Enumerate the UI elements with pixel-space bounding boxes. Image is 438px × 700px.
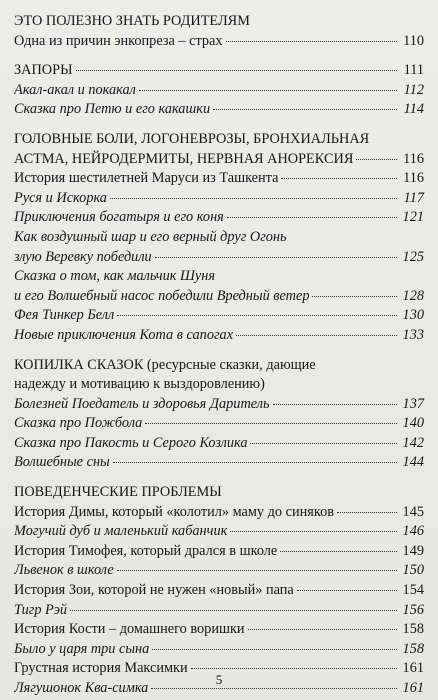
section-heading-title: ЗАПОРЫ <box>14 62 73 79</box>
toc-entry-page: 110 <box>403 32 424 49</box>
toc-entry-page: 146 <box>402 523 424 540</box>
toc-entry <box>14 640 424 660</box>
dot-leader <box>76 70 397 71</box>
toc-entry <box>14 100 424 120</box>
section-heading <box>14 356 424 376</box>
section-heading-page: 111 <box>403 62 424 79</box>
section-heading-text: ГОЛОВНЫЕ БОЛИ, ЛОГОНЕВРОЗЫ, БРОНХИАЛЬНАЯ <box>14 130 370 147</box>
toc-entry <box>14 306 424 326</box>
toc-entry-page: 137 <box>402 395 424 412</box>
toc-entry-page: 154 <box>402 582 424 599</box>
dot-leader <box>281 178 397 179</box>
toc-entry-page: 156 <box>402 601 424 618</box>
section-heading-title: ПОВЕДЕНЧЕСКИЕ ПРОБЛЕМЫ <box>14 484 222 501</box>
toc-entry <box>14 601 424 621</box>
toc-section <box>14 12 424 51</box>
toc-entry <box>14 169 424 189</box>
toc-entry-page: 117 <box>403 189 424 206</box>
toc-entry-page: 144 <box>402 454 424 471</box>
toc-entry-page: 161 <box>402 660 424 677</box>
toc-entry-title: Руся и Искорка <box>14 189 107 206</box>
toc-entry-page: 112 <box>403 81 424 98</box>
section-heading-text: КОПИЛКА СКАЗОК (ресурсные сказки, дающие <box>14 356 316 373</box>
dot-leader <box>110 198 397 199</box>
dot-leader <box>117 570 397 571</box>
dot-leader <box>356 159 397 160</box>
toc-entry-title: История Кости – домашнего воришки <box>14 621 245 638</box>
dot-leader <box>151 688 397 689</box>
dot-leader <box>139 90 397 91</box>
toc-entry-title: Новые приключения Кота в сапогах <box>14 326 234 343</box>
toc-entry-page: 142 <box>402 434 424 451</box>
toc-entry-page: 125 <box>402 248 424 265</box>
toc-entry-page: 145 <box>402 503 424 520</box>
table-of-contents <box>14 12 424 699</box>
toc-entry-title: Грустная история Максимки <box>14 660 188 677</box>
toc-section <box>14 130 424 346</box>
toc-entry-title: История Тимофея, который дрался в школе <box>14 542 278 559</box>
toc-entry <box>14 32 424 52</box>
toc-entry <box>14 248 424 268</box>
dot-leader <box>248 629 397 630</box>
section-heading <box>14 61 424 81</box>
toc-entry-title: Сказка про Пожбола <box>14 415 143 432</box>
toc-entry-page: 158 <box>402 640 424 657</box>
toc-entry-title: Сказка про Петю и его какашки <box>14 101 211 118</box>
toc-entry <box>14 434 424 454</box>
toc-section <box>14 356 424 474</box>
toc-entry <box>14 542 424 562</box>
toc-entry <box>14 208 424 228</box>
dot-leader <box>152 649 397 650</box>
dot-leader <box>227 217 397 218</box>
dot-leader <box>280 551 397 552</box>
toc-entry-title: Было у царя три сына <box>14 640 150 657</box>
section-heading-page: 116 <box>403 150 424 167</box>
toc-entry-title: Львенок в школе <box>14 562 114 579</box>
toc-entry-page: 149 <box>402 542 424 559</box>
dot-leader <box>226 41 397 42</box>
toc-entry <box>14 561 424 581</box>
toc-entry-page: 128 <box>402 287 424 304</box>
dot-leader <box>191 668 397 669</box>
dot-leader <box>337 512 397 513</box>
toc-entry-title: Приключения богатыря и его коня <box>14 209 224 226</box>
dot-leader <box>236 335 397 336</box>
toc-section <box>14 61 424 120</box>
dot-leader <box>113 462 397 463</box>
toc-entry <box>14 189 424 209</box>
toc-entry <box>14 267 424 287</box>
toc-entry-title: Сказка про Пакость и Серого Козлика <box>14 434 248 451</box>
toc-entry-title: Акал-акал и покакал <box>14 81 136 98</box>
toc-entry-text: Как воздушный шар и его верный друг Огонь <box>14 228 287 245</box>
toc-entry-title: История Димы, который «колотил» маму до синяков <box>14 503 334 520</box>
toc-entry <box>14 453 424 473</box>
section-heading-title: надежду и мотивацию к выздоровлению) <box>14 376 265 393</box>
toc-entry-page: 140 <box>402 415 424 432</box>
dot-leader <box>250 443 397 444</box>
toc-entry-page: 158 <box>402 621 424 638</box>
toc-entry <box>14 414 424 434</box>
toc-entry-title: История Зои, которой не нужен «новый» папа <box>14 582 294 599</box>
section-heading <box>14 12 424 32</box>
dot-leader <box>297 590 397 591</box>
toc-entry-page: 161 <box>402 680 424 696</box>
dot-leader <box>230 531 397 532</box>
toc-entry <box>14 620 424 640</box>
toc-entry-title: Лягушонок Ква-симка <box>14 680 149 696</box>
toc-entry <box>14 81 424 101</box>
toc-entry-title: Волшебные сны <box>14 454 110 471</box>
toc-entry <box>14 326 424 346</box>
section-heading-title: ЭТО ПОЛЕЗНО ЗНАТЬ РОДИТЕЛЯМ <box>14 13 250 29</box>
toc-entry-title: злую Веревку победили <box>14 248 152 265</box>
toc-entry <box>14 395 424 415</box>
toc-entry-title: Болезней Поедатель и здоровья Даритель <box>14 395 270 412</box>
section-heading <box>14 130 424 150</box>
toc-entry-title: Могучий дуб и маленький кабанчик <box>14 523 228 540</box>
toc-entry-title: История шестилетней Маруси из Ташкента <box>14 170 279 187</box>
dot-leader <box>145 423 397 424</box>
toc-entry-title: Фея Тинкер Белл <box>14 307 115 324</box>
toc-entry-title: Тигр Рэй <box>14 601 68 618</box>
page-number: 5 <box>215 672 223 687</box>
toc-entry-page: 116 <box>403 170 424 187</box>
dot-leader <box>213 109 397 110</box>
toc-entry-title: и его Волшебный насос победили Вредный ветер <box>14 287 310 304</box>
toc-entry <box>14 503 424 523</box>
toc-section <box>14 483 424 699</box>
dot-leader <box>70 610 397 611</box>
toc-entry-title: Одна из причин энкопреза – страх <box>14 32 223 49</box>
section-heading <box>14 483 424 503</box>
dot-leader <box>273 404 397 405</box>
toc-entry-page: 114 <box>403 101 424 118</box>
toc-entry <box>14 287 424 307</box>
toc-entry-text: Сказка о том, как мальчик Шуня <box>14 268 216 285</box>
dot-leader <box>117 315 397 316</box>
section-heading-title: АСТМА, НЕЙРОДЕРМИТЫ, НЕРВНАЯ АНОРЕКСИЯ <box>14 150 354 167</box>
dot-leader <box>312 296 397 297</box>
section-heading <box>14 150 424 170</box>
section-heading <box>14 375 424 395</box>
toc-entry-page: 150 <box>402 562 424 579</box>
toc-entry <box>14 522 424 542</box>
toc-entry <box>14 228 424 248</box>
dot-leader <box>155 257 397 258</box>
toc-entry <box>14 581 424 601</box>
toc-entry-page: 130 <box>402 307 424 324</box>
toc-entry-page: 133 <box>402 326 424 343</box>
toc-entry-page: 121 <box>402 209 424 226</box>
